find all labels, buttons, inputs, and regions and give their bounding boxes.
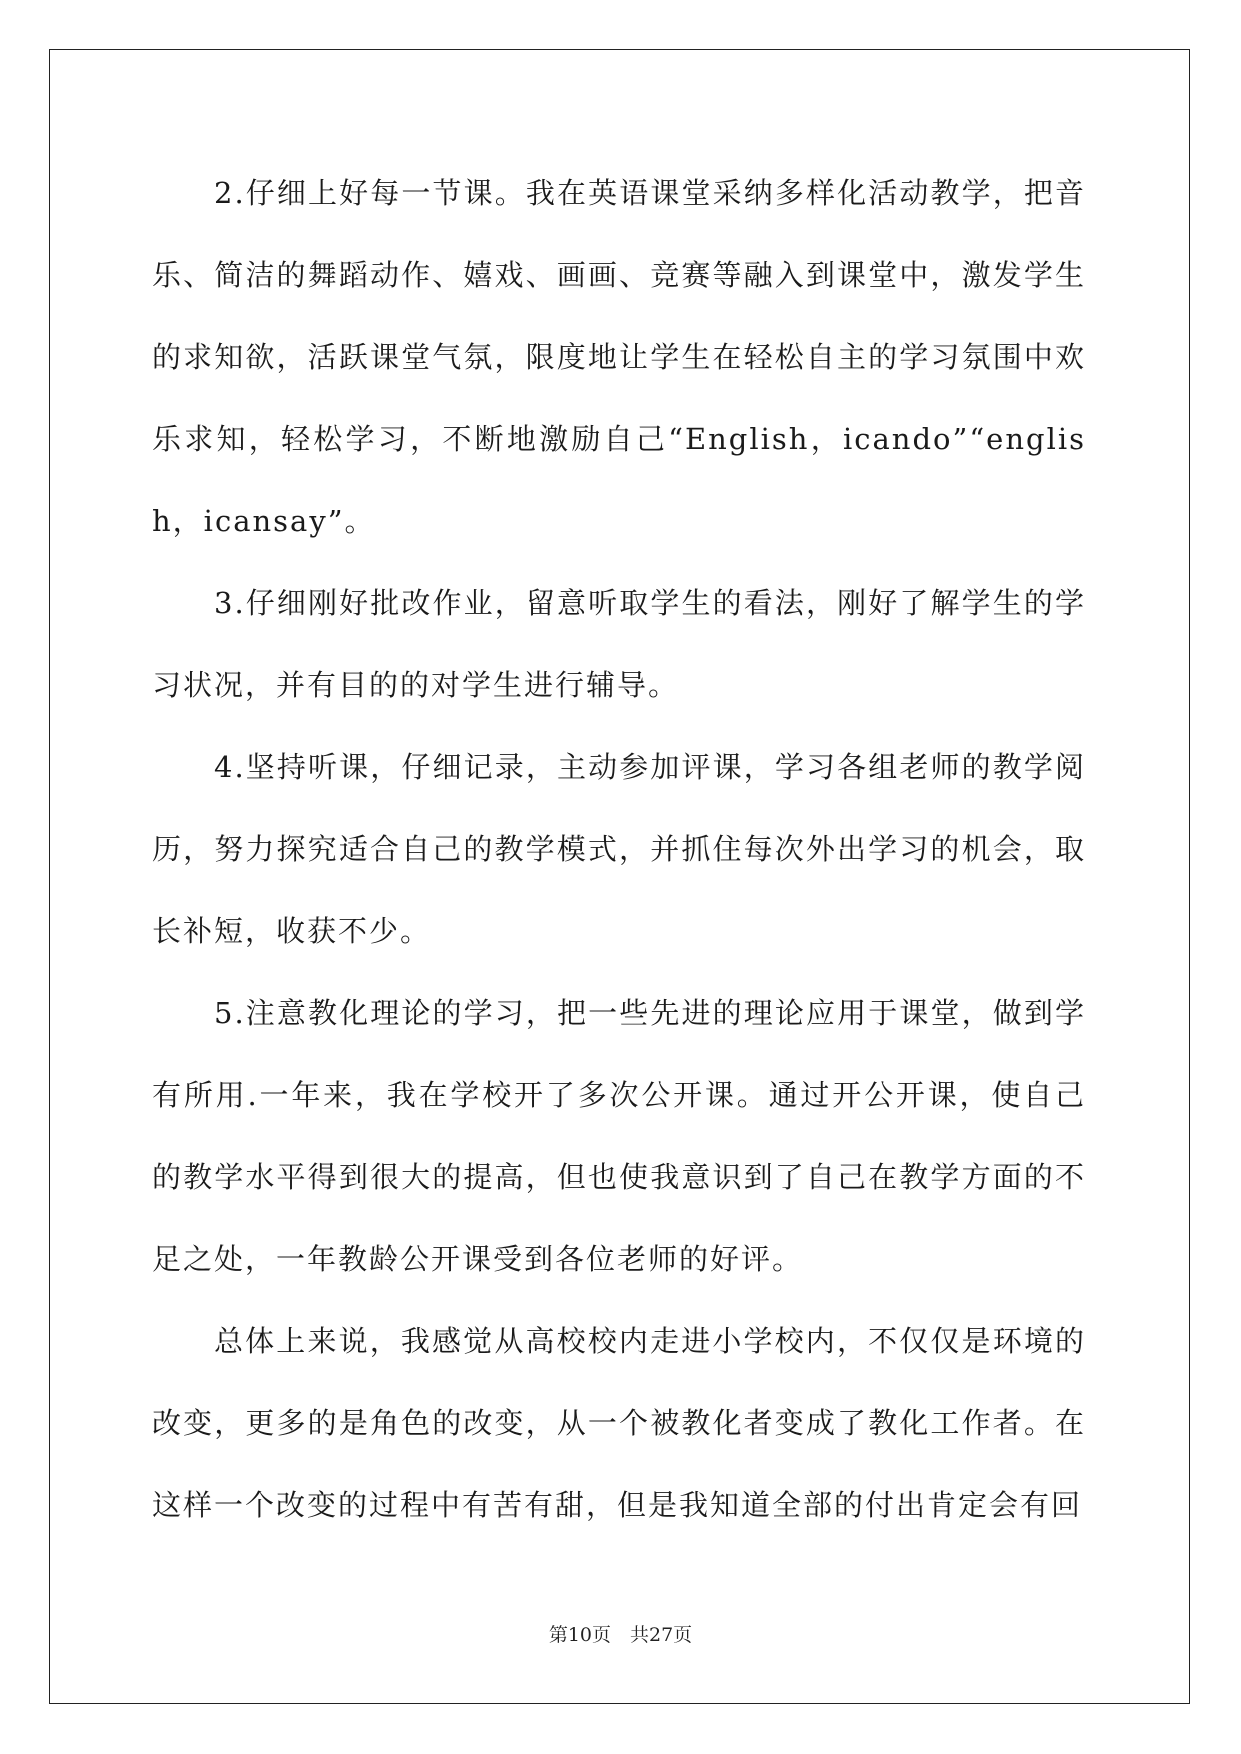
paragraph: 4.坚持听课，仔细记录，主动参加评课，学习各组老师的教学阅历，努力探究适合自己的教学模式，并抓住每次外出学习的机会，取长补短，收获不少。 <box>152 750 1086 948</box>
document-body <box>152 152 1086 1546</box>
page-number-footer: 第10页 共27页 <box>548 1624 693 1646</box>
paragraph: 总体上来说，我感觉从高校校内走进小学校内，不仅仅是环境的改变，更多的是角色的改变，从一个被教化者变成了教化工作者。在这样一个改变的过程中有苦有甜，但是我知道全部的付出肯定会有回 <box>152 1324 1086 1522</box>
paragraph: 5.注意教化理论的学习，把一些先进的理论应用于课堂，做到学有所用.一年来，我在学校开了多次公开课。通过开公开课，使自己的教学水平得到很大的提高，但也使我意识到了自己在教学方面的不足之处，一年教龄公开课受到各位老师的好评。 <box>152 996 1086 1276</box>
paragraph: 2.仔细上好每一节课。我在英语课堂采纳多样化活动教学，把音乐、简洁的舞蹈动作、嬉戏、画画、竞赛等融入到课堂中，激发学生的求知欲，活跃课堂气氛，限度地让学生在轻松自主的学习氛围中欢乐求知，轻松学习，不断地激励自己“English，icando”“english，icansay”。 <box>152 176 1086 538</box>
paragraph: 3.仔细刚好批改作业，留意听取学生的看法，刚好了解学生的学习状况，并有目的的对学生进行辅导。 <box>152 586 1086 702</box>
